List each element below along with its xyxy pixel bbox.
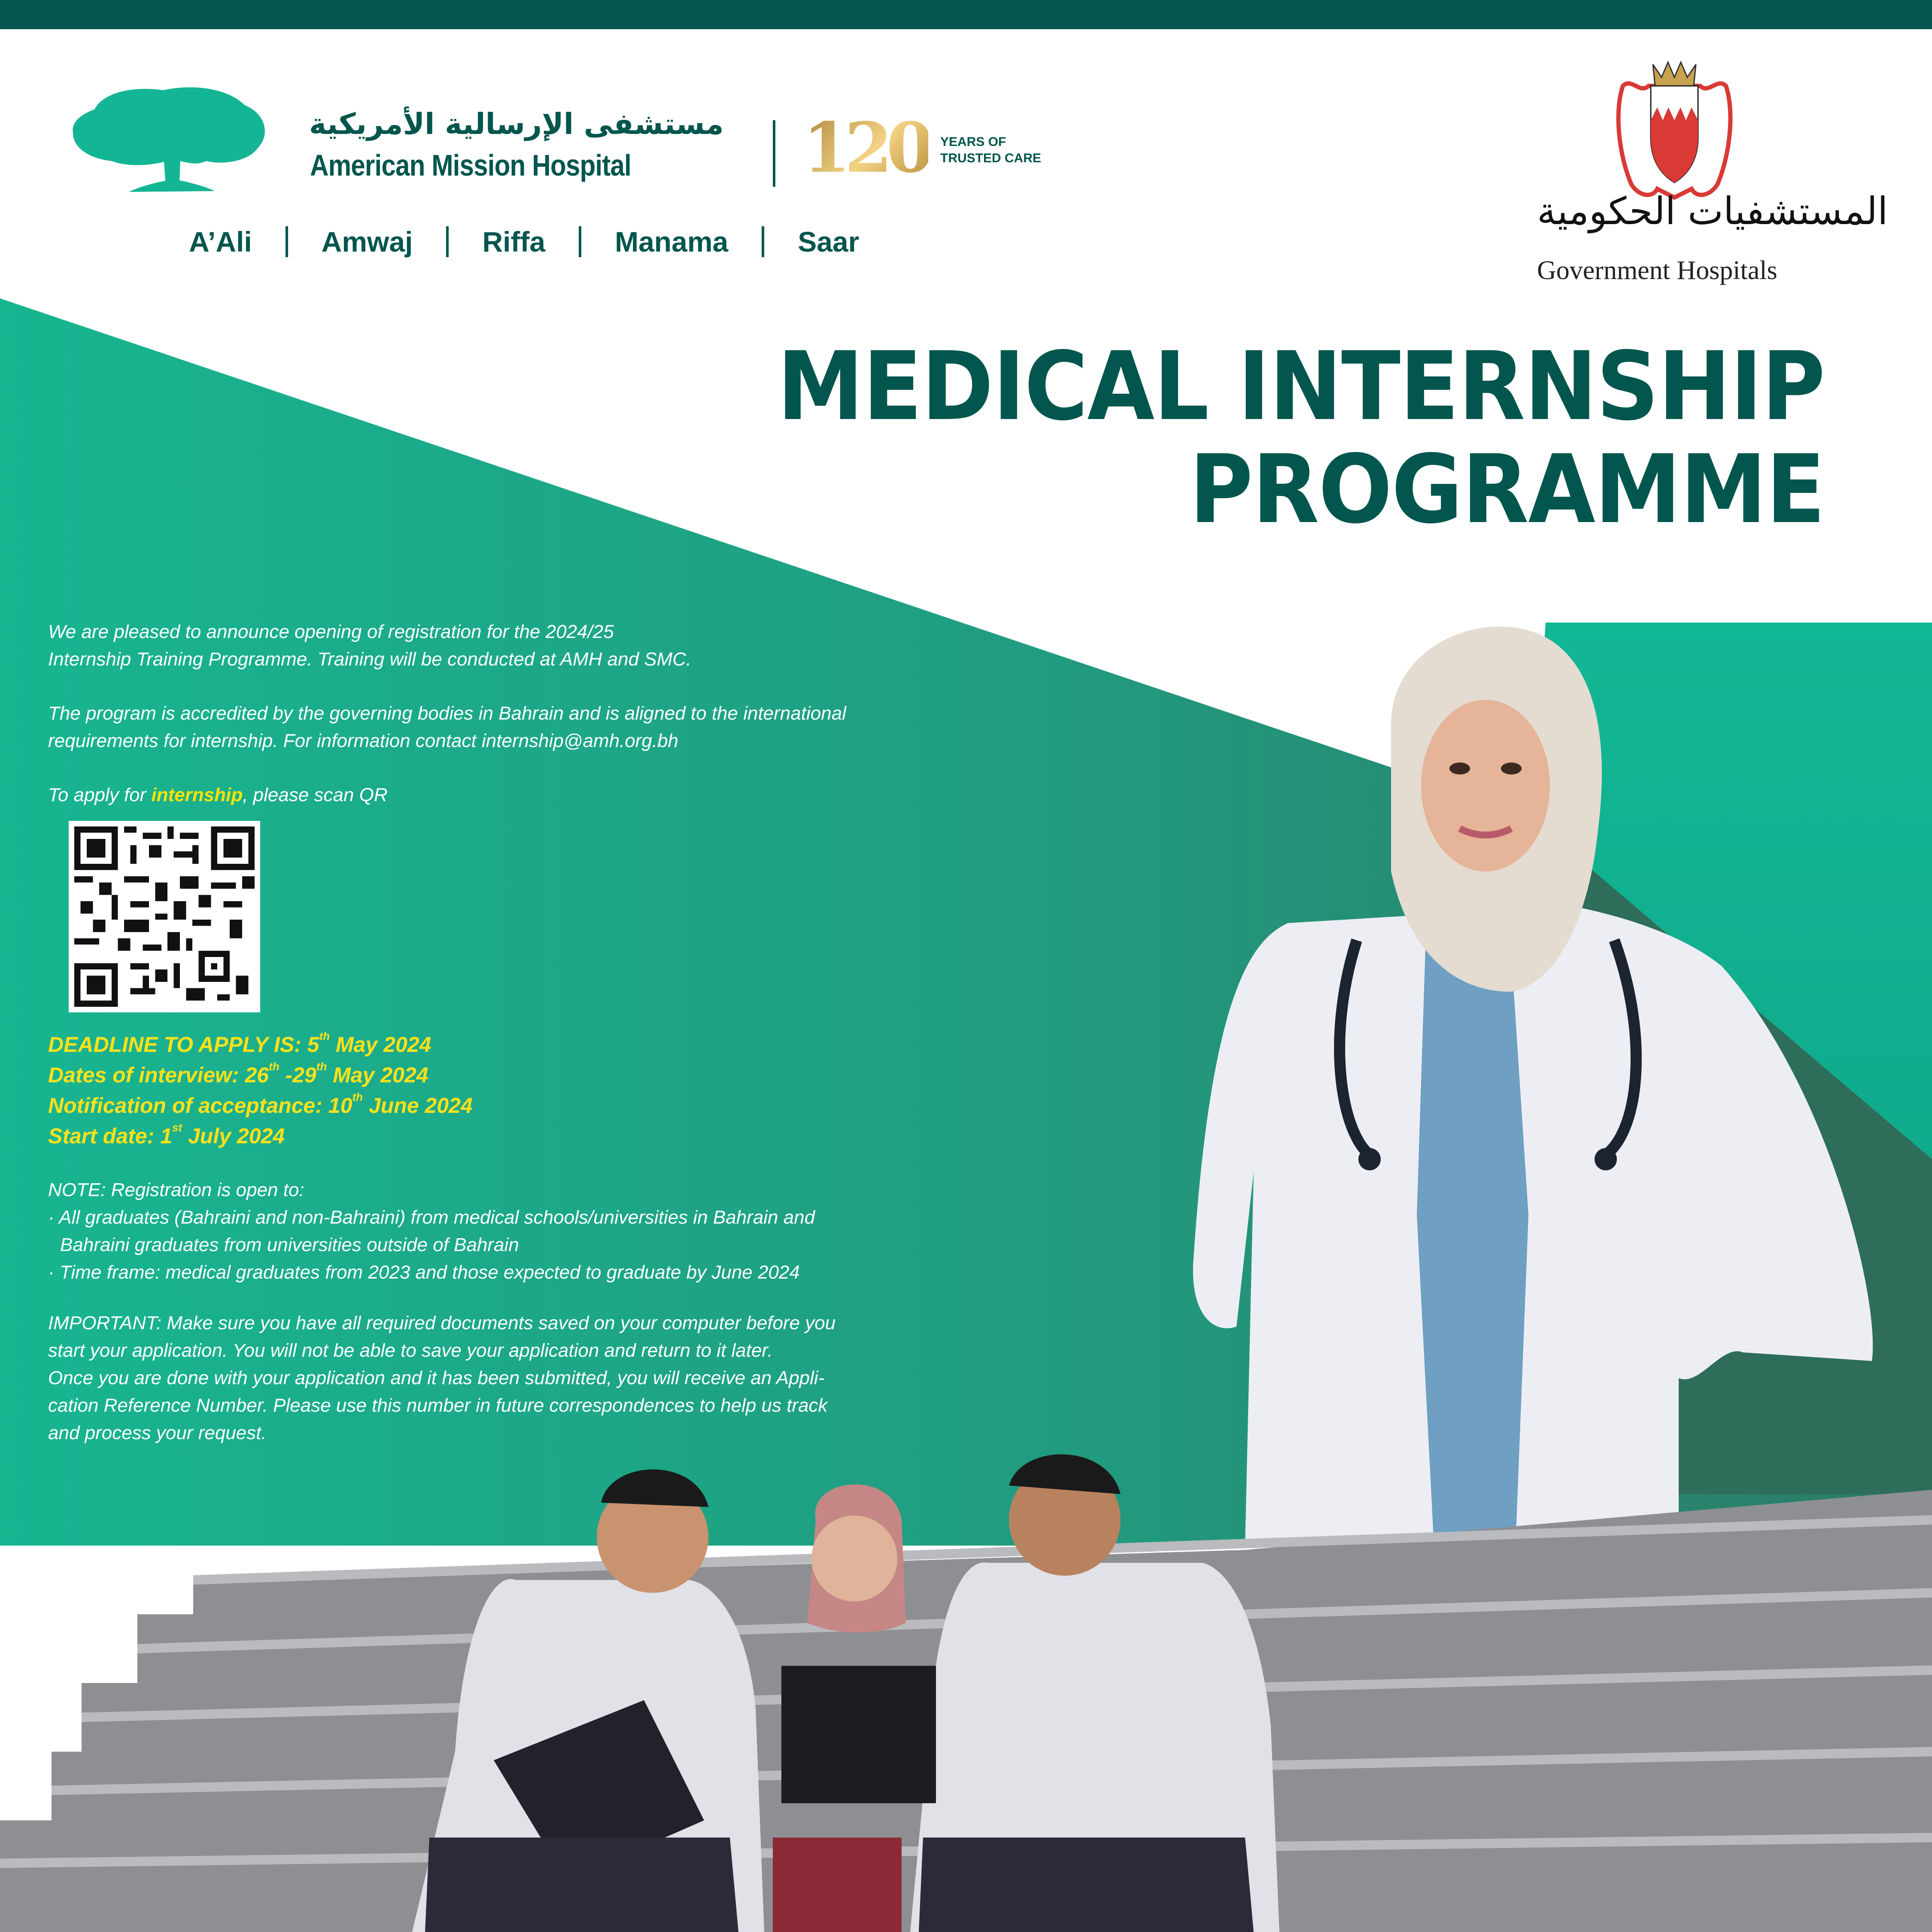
deadline-line: DEADLINE TO APPLY IS: 5th May 2024 xyxy=(48,1030,431,1057)
bahrain-crest-icon xyxy=(1614,60,1735,202)
anniversary-line-1: YEARS OF xyxy=(940,135,1006,149)
qr-code-icon[interactable] xyxy=(74,826,255,1007)
accreditation-line-1: The program is accredited by the governing bodies in Bahrain and is aligned to the international xyxy=(48,703,846,724)
branch-aali: A’Ali xyxy=(189,226,252,258)
key-dates xyxy=(48,1030,473,1151)
start-date-line: Start date: 1st July 2024 xyxy=(48,1121,285,1148)
amh-name-english: American Mission Hospital xyxy=(310,149,631,182)
tree-logo-icon xyxy=(64,84,279,195)
apply-suffix: , please scan QR xyxy=(243,784,388,805)
top-bar xyxy=(0,0,1932,29)
logo-divider xyxy=(773,120,775,187)
note-bullet-1-cont: Bahraini graduates from universities outside of Bahrain xyxy=(60,1234,519,1255)
anniversary-tagline xyxy=(940,134,1041,167)
students-photo xyxy=(0,1451,1932,1932)
page-title xyxy=(777,331,1825,544)
amh-name-arabic: مستشفى الإرسالية الأمريكية xyxy=(309,107,724,141)
intro-line-2: Internship Training Programme. Training will be conducted at AMH and SMC. xyxy=(48,649,692,670)
accreditation-line-2: requirements for internship. For information contact internship@amh.org.bh xyxy=(48,730,679,751)
branch-separator xyxy=(286,226,288,257)
important-line: IMPORTANT: Make sure you have all required documents saved on your computer before you xyxy=(48,1312,836,1334)
apply-prefix: To apply for xyxy=(48,784,152,805)
branch-manama: Manama xyxy=(615,226,729,258)
important-line: start your application. You will not be able to save your application and return to it later. xyxy=(48,1340,773,1361)
notification-line: Notification of acceptance: 10th June 2024 xyxy=(48,1091,473,1118)
important-line: and process your request. xyxy=(48,1422,267,1443)
note-heading: NOTE: Registration is open to: xyxy=(48,1179,304,1200)
branch-list xyxy=(189,225,859,258)
note-bullet-2: · Time frame: medical graduates from 2023 and those expected to graduate by June 2024 xyxy=(48,1262,800,1283)
gov-name-arabic: المستشفيات الحكومية xyxy=(1537,189,1888,233)
branch-separator xyxy=(579,226,581,257)
important-notice xyxy=(48,1309,835,1447)
branch-separator xyxy=(762,226,764,257)
anniversary-line-2: TRUSTED CARE xyxy=(940,151,1042,165)
anniversary-logo: 120 xyxy=(803,107,928,188)
intro-paragraph xyxy=(48,618,691,673)
branch-saar: Saar xyxy=(798,226,860,258)
doctor-photo xyxy=(1185,614,1880,1546)
branch-riffa: Riffa xyxy=(482,226,546,258)
accreditation-paragraph xyxy=(48,700,846,755)
branch-amwaj: Amwaj xyxy=(321,226,413,258)
gov-name-english: Government Hospitals xyxy=(1537,256,1777,285)
important-line: Once you are done with your application and it has been submitted, you will receive an Appli- xyxy=(48,1367,825,1388)
note-bullet-1: · All graduates (Bahraini and non-Bahraini) from medical schools/universities in Bahrain and xyxy=(48,1207,815,1228)
eligibility-note xyxy=(48,1176,815,1286)
important-line: cation Reference Number. Please use this number in future correspondences to help us track xyxy=(48,1395,828,1416)
title-line-2: PROGRAMME xyxy=(1189,434,1825,544)
title-line-1: MEDICAL INTERNSHIP xyxy=(777,331,1825,441)
interview-line: Dates of interview: 26th -29th May 2024 xyxy=(48,1060,428,1087)
apply-instruction xyxy=(48,781,388,809)
apply-highlight: internship xyxy=(151,784,243,805)
branch-separator xyxy=(446,226,449,257)
intro-line-1: We are pleased to announce opening of registration for the 2024/25 xyxy=(48,621,614,642)
